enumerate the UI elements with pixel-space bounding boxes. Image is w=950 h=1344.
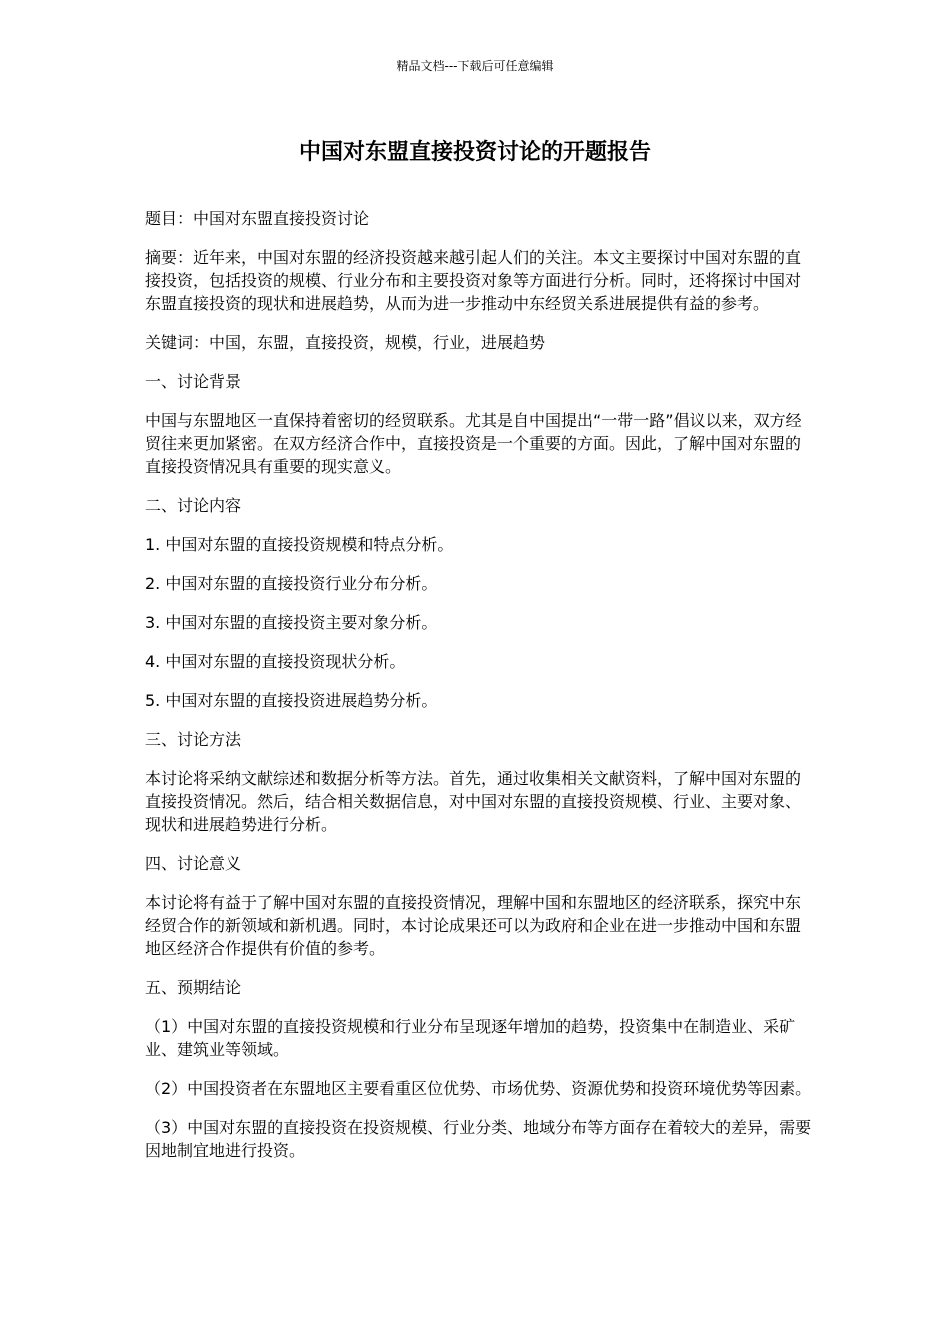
content-list-item: 5. 中国对东盟的直接投资进展趋势分析。 (145, 691, 438, 710)
methods-paragraph: 本讨论将采纳文献综述和数据分析等方法。首先，通过收集相关文献资料，了解中国对东盟的直接投资情况。然后，结合相关数据信息，对中国对东盟的直接投资规模、行业、主要对象、现状和进展趋势进行分析。 (145, 769, 802, 834)
section-heading-background: 一、讨论背景 (145, 372, 242, 391)
abstract-paragraph: 摘要：近年来，中国对东盟的经济投资越来越引起人们的关注。本文主要探讨中国对东盟的直接投资，包括投资的规模、行业分布和主要投资对象等方面进行分析。同时，还将探讨中国对东盟直接投资的现状和进展趋势，从而为进一步推动中东经贸关系进展提供有益的参考。 (145, 248, 802, 313)
content-list-item: 3. 中国对东盟的直接投资主要对象分析。 (145, 613, 438, 632)
section-heading-significance: 四、讨论意义 (145, 854, 242, 873)
page-header-note: 精品文档---下载后可任意编辑 (396, 59, 554, 73)
content-list-item: 1. 中国对东盟的直接投资规模和特点分析。 (145, 535, 454, 554)
section-heading-methods: 三、讨论方法 (145, 730, 242, 749)
section-heading-content: 二、讨论内容 (145, 496, 242, 515)
topic-line: 题目：中国对东盟直接投资讨论 (145, 209, 370, 228)
section-heading-conclusions: 五、预期结论 (145, 978, 242, 997)
keywords-line: 关键词：中国，东盟，直接投资，规模，行业，进展趋势 (145, 333, 546, 352)
content-list-item: 2. 中国对东盟的直接投资行业分布分析。 (145, 574, 438, 593)
document-title: 中国对东盟直接投资讨论的开题报告 (298, 140, 651, 165)
conclusion-item: （2）中国投资者在东盟地区主要看重区位优势、市场优势、资源优势和投资环境优势等因素。 (145, 1079, 812, 1098)
document-body (145, 207, 813, 1178)
conclusion-item: （1）中国对东盟的直接投资规模和行业分布呈现逐年增加的趋势，投资集中在制造业、采矿业、建筑业等领域。 (145, 1017, 796, 1059)
background-paragraph: 中国与东盟地区一直保持着密切的经贸联系。尤其是自中国提出“一带一路”倡议以来，双方经贸往来更加紧密。在双方经济合作中，直接投资是一个重要的方面。因此，了解中国对东盟的直接投资情况具有重要的现实意义。 (145, 411, 802, 476)
significance-paragraph: 本讨论将有益于了解中国对东盟的直接投资情况，理解中国和东盟地区的经济联系，探究中东经贸合作的新领域和新机遇。同时，本讨论成果还可以为政府和企业在进一步推动中国和东盟地区经济合作提供有价值的参考。 (145, 893, 802, 958)
conclusion-item: （3）中国对东盟的直接投资在投资规模、行业分类、地域分布等方面存在着较大的差异，需要因地制宜地进行投资。 (145, 1118, 812, 1160)
content-list-item: 4. 中国对东盟的直接投资现状分析。 (145, 652, 406, 671)
